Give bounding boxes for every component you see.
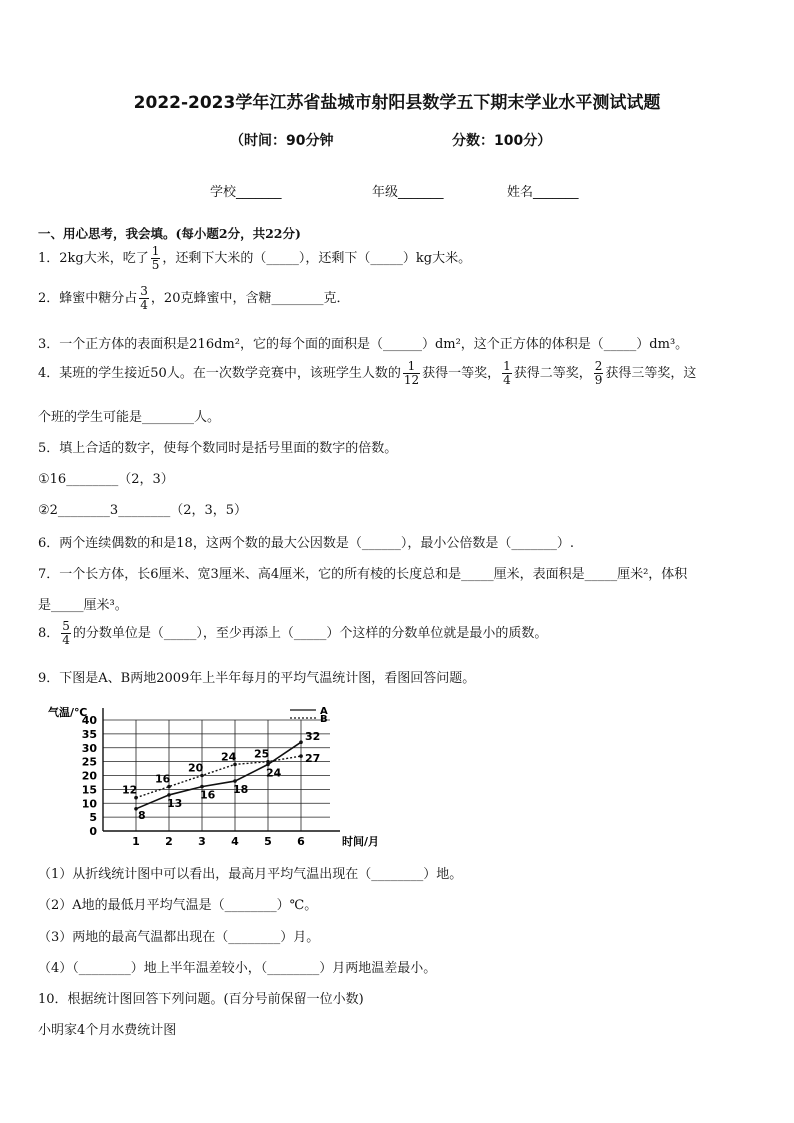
data-label-B: 27	[305, 752, 321, 766]
y-tick-label: 30	[81, 741, 97, 755]
q8-text-b: 的分数单位是（_____），至少再添上（_____）个这样的分数单位就是最小的质数。	[72, 626, 548, 641]
chart-caption: 小明家4个月水费统计图	[38, 1023, 177, 1038]
q4-fraction-2: $\frac{1}{4}$	[503, 359, 511, 387]
question-5-item-1: ①16________（2，3）	[38, 472, 174, 487]
question-9-sub-1: （1）从折线统计图中可以看出，最高月平均气温出现在（________）地。	[38, 867, 463, 882]
x-tick-label: 1	[132, 835, 140, 848]
data-label-A: 32	[305, 730, 321, 744]
question-4	[38, 360, 696, 387]
temperature-line-chart	[40, 700, 380, 850]
q4-fraction-3: $\frac{2}{9}$	[594, 359, 603, 387]
data-label-B: 16	[155, 772, 171, 786]
q4-text-b: 获得一等奖，	[422, 366, 501, 381]
y-tick-label: 20	[81, 769, 97, 783]
x-tick-label: 2	[165, 835, 173, 848]
exam-score: 分数：100分）	[452, 133, 552, 149]
exam-time: （时间：90分钟	[230, 133, 334, 149]
q1-text-b: ，还剩下大米的（_____），还剩下（_____）kg大米。	[162, 251, 472, 266]
data-label-A: 8	[138, 808, 146, 822]
q1-fraction: $\frac{1}{5}$	[151, 244, 160, 272]
data-label-A: 16	[200, 788, 216, 802]
x-axis-label: 时间/月	[342, 835, 380, 848]
y-axis-label: 气温/℃	[48, 706, 88, 719]
data-label-B: 24	[221, 750, 237, 764]
data-label-A: 13	[167, 796, 183, 810]
y-tick-label: 0	[89, 825, 97, 838]
q8-text-a: 8．	[38, 626, 60, 641]
question-9-sub-3: （3）两地的最高气温都出现在（________）月。	[38, 930, 320, 945]
legend-label-A: A	[320, 706, 328, 717]
y-tick-label: 15	[81, 783, 97, 797]
question-7: 7．一个长方体，长6厘米、宽3厘米、高4厘米，它的所有棱的长度总和是_____厘米，表面积是_____厘米²，体积	[38, 567, 688, 582]
data-label-A: 24	[266, 766, 282, 780]
q2-text-a: 2．蜂蜜中糖分占	[38, 291, 138, 306]
page-title: 2022-2023学年江苏省盐城市射阳县数学五下期末学业水平测试试题	[133, 93, 661, 113]
school-field: 学校_______	[210, 185, 282, 200]
question-9-sub-2: （2）A地的最低月平均气温是（________）℃。	[38, 898, 318, 913]
name-field: 姓名_______	[507, 185, 579, 200]
q1-text-a: 1．2kg大米，吃了	[38, 251, 149, 266]
q4-text-a: 4．某班的学生接近50人。在一次数学竞赛中，该班学生人数的	[38, 366, 401, 381]
x-tick-label: 3	[198, 835, 206, 848]
question-9: 9．下图是A、B两地2009年上半年每月的平均气温统计图，看图回答问题。	[38, 671, 476, 686]
grade-field: 年级_______	[372, 185, 444, 200]
y-tick-label: 10	[81, 797, 97, 811]
question-4-line2: 个班的学生可能是________人。	[38, 410, 221, 425]
section-heading: 一、用心思考，我会填。(每小题2分，共22分)	[38, 226, 301, 241]
question-8	[38, 620, 547, 647]
question-5: 5．填上合适的数字，使每个数同时是括号里面的数字的倍数。	[38, 441, 398, 456]
question-5-item-2: ②2________3________（2，3，5）	[38, 503, 248, 518]
data-point-A	[299, 740, 303, 744]
legend-label-B: B	[320, 714, 328, 725]
y-tick-label: 35	[81, 727, 97, 741]
q4-text-c: 获得二等奖，	[513, 366, 592, 381]
data-label-B: 25	[254, 747, 270, 761]
y-tick-label: 25	[81, 755, 97, 769]
y-tick-label: 40	[81, 714, 97, 727]
y-tick-label: 5	[89, 811, 97, 825]
q4-text-d: 获得三等奖，这	[605, 366, 697, 381]
data-point-B	[299, 754, 303, 758]
question-6: 6．两个连续偶数的和是18，这两个数的最大公因数是（______），最小公倍数是（_______）.	[38, 536, 574, 551]
q2-fraction: $\frac{3}{4}$	[140, 284, 148, 312]
question-9-sub-4: （4）（________）地上半年温差较小，（________）月两地温差最小。	[38, 961, 437, 976]
q2-text-b: ，20克蜂蜜中，含糖________克．	[150, 291, 350, 306]
question-1	[38, 245, 471, 272]
data-label-B: 20	[188, 761, 204, 775]
data-label-B: 12	[122, 783, 138, 797]
question-3: 3．一个正方体的表面积是216dm²，它的每个面的面积是（______）dm²，这个正方体的体积是（_____）dm³。	[38, 337, 689, 352]
question-10: 10．根据统计图回答下列问题。(百分号前保留一位小数)	[38, 992, 364, 1007]
x-tick-label: 5	[264, 835, 272, 848]
x-tick-label: 6	[297, 835, 305, 848]
data-label-A: 18	[233, 783, 249, 797]
x-tick-label: 4	[231, 835, 239, 848]
question-7-line2: 是_____厘米³。	[38, 598, 128, 613]
q4-fraction-1: $\frac{1}{12}$	[403, 359, 420, 387]
q8-fraction: $\frac{5}{4}$	[62, 619, 70, 647]
question-2	[38, 285, 349, 312]
